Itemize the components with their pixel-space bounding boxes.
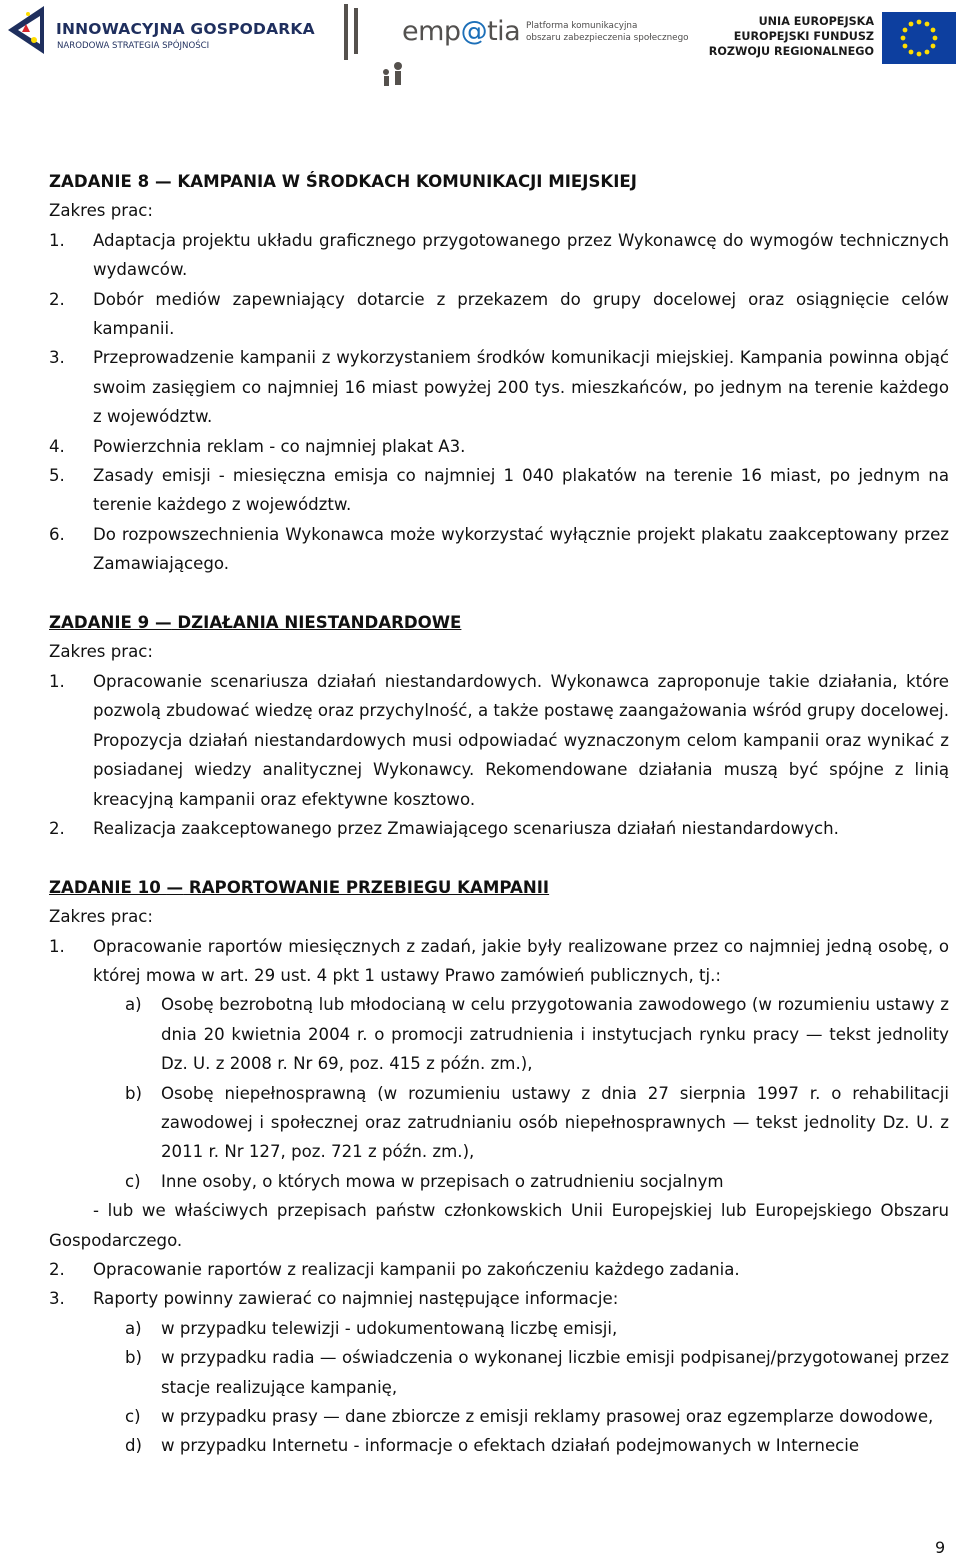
sub-list-item: a) Osobę bezrobotną lub młodocianą w celu przygotowania zawodowego (w rozumieniu ustawy z dnia 20 kwietnia 2004 r. o promocji zatrudnienia i instytucjach rynku pracy — tekst jednolity Dz. U. z 2008 r. Nr 69, poz. 415 z późn. zm.), [125, 995, 949, 1074]
empatia-figures-icon [338, 0, 402, 92]
ig-emblem-icon [4, 4, 54, 56]
eu-logo [708, 8, 956, 68]
task10-scope-label: Zakres prac: [49, 907, 153, 927]
sub-list-item: b) Osobę niepełnosprawną (w rozumieniu ustawy z dnia 27 sierpnia 1997 r. o rehabilitacji zawodowej i społecznej oraz zatrudnianiu osób niepełnosprawnych — tekst jednolity Dz. U. z 2011 r. Nr 127, poz. 721 z późn. zm.), [125, 1083, 949, 1162]
task10-heading: ZADANIE 10 — RAPORTOWANIE PRZEBIEGU KAMPANII [49, 877, 550, 897]
document-body [49, 167, 949, 1461]
task8-scope-label: Zakres prac: [49, 201, 153, 221]
eu-flag-icon [882, 12, 956, 64]
list-item: 3. Przeprowadzenie kampanii z wykorzystaniem środków komunikacji miejskiej. Kampania powinna objąć swoim zasięgiem co najmniej 16 miast powyżej 200 tys. mieszkańców, po jednym na terenie każdego z województw. [49, 348, 949, 427]
ig-title: INNOWACYJNA GOSPODARKA [56, 20, 315, 38]
page-header [0, 0, 960, 100]
list-item: 1. Opracowanie raportów miesięcznych z zadań, jakie były realizowane przez co najmniej jedną osobę, o której mowa w art. 29 ust. 4 pkt 1 ustawy Prawo zamówień publicznych, tj.: [49, 936, 949, 985]
innowacyjna-gospodarka-logo [4, 4, 315, 62]
list-item: 1. Adaptacja projektu układu graficznego przygotowanego przez Wykonawcę do wymogów technicznych wydawców. [49, 230, 949, 280]
list-item: 5. Zasady emisji - miesięczna emisja co najmniej 1 040 plakatów na terenie 16 miast, po jednym na terenie każdego z województw. [49, 466, 949, 515]
empatia-logo [338, 0, 689, 95]
empatia-tagline: Platforma komunikacyjna obszaru zabezpieczenia społecznego [526, 21, 689, 43]
sub-list-item: d) w przypadku Internetu - informacje o efektach działań podejmowanych w Internecie [125, 1436, 860, 1456]
ig-subtitle: NARODOWA STRATEGIA SPÓJNOŚCI [57, 41, 210, 51]
sub-list-item: c) Inne osoby, o których mowa w przepisach o zatrudnieniu socjalnym [125, 1171, 724, 1191]
task9-scope-label: Zakres prac: [49, 642, 153, 662]
sub-list-item: c) w przypadku prasy — dane zbiorcze z emisji reklamy prasowej oraz egzemplarze dowodowe, [125, 1407, 934, 1427]
list-item: 2. Realizacja zaakceptowanego przez Zmawiającego scenariusza działań niestandardowych. [49, 818, 839, 838]
sub-list-item: a) w przypadku telewizji - udokumentowaną liczbę emisji, [125, 1318, 618, 1338]
eu-text: UNIA EUROPEJSKA EUROPEJSKI FUNDUSZ ROZWOJU REGIONALNEGO [708, 15, 874, 58]
sub-list-item: b) w przypadku radia — oświadczenia o wykonanej liczbie emisji podpisanej/przygotowanej przez stacje realizujące kampanię, [125, 1348, 949, 1397]
list-item: 2. Dobór mediów zapewniający dotarcie z przekazem do grupy docelowej oraz osiągnięcie celów kampanii. [49, 289, 949, 339]
list-item: 1. Opracowanie scenariusza działań niestandardowych. Wykonawca zaproponuje takie działania, które pozwolą zbudować wiedzę oraz przychylność, a także postawę zaangażowania wśród grupy docelowej. Propozycja działań niestandardowych musi odpowiadać wyznaczonym celom kampanii oraz wynikać z posiadanej wiedzy analitycznej Wykonawcy. Rekomendowane działania muszą być spójne z linią kreacyjną kampanii oraz efektywne kosztowo. [49, 671, 949, 809]
task9-heading: ZADANIE 9 — DZIAŁANIA NIESTANDARDOWE [49, 613, 462, 633]
list-item: 4. Powierzchnia reklam - co najmniej plakat A3. [49, 436, 466, 456]
task8-heading: ZADANIE 8 — KAMPANIA W ŚRODKACH KOMUNIKACJI MIEJSKIEJ [49, 172, 637, 191]
list-item: 3. Raporty powinny zawierać co najmniej następujące informacje: [49, 1289, 619, 1309]
list-item: 6. Do rozpowszechnienia Wykonawca może wykorzystać wyłącznie projekt plakatu zaakceptowany przez Zamawiającego. [49, 524, 949, 574]
page-number: 9 [935, 1538, 946, 1557]
list-item: 2. Opracowanie raportów z realizacji kampanii po zakończeniu każdego zadania. [49, 1260, 740, 1279]
empatia-name: emp@tia [402, 16, 521, 47]
item1-tail-paragraph: - lub we właściwych przepisach państw członkowskich Unii Europejskiej lub Europejskiego Obszaru Gospodarczego. [49, 1201, 949, 1250]
